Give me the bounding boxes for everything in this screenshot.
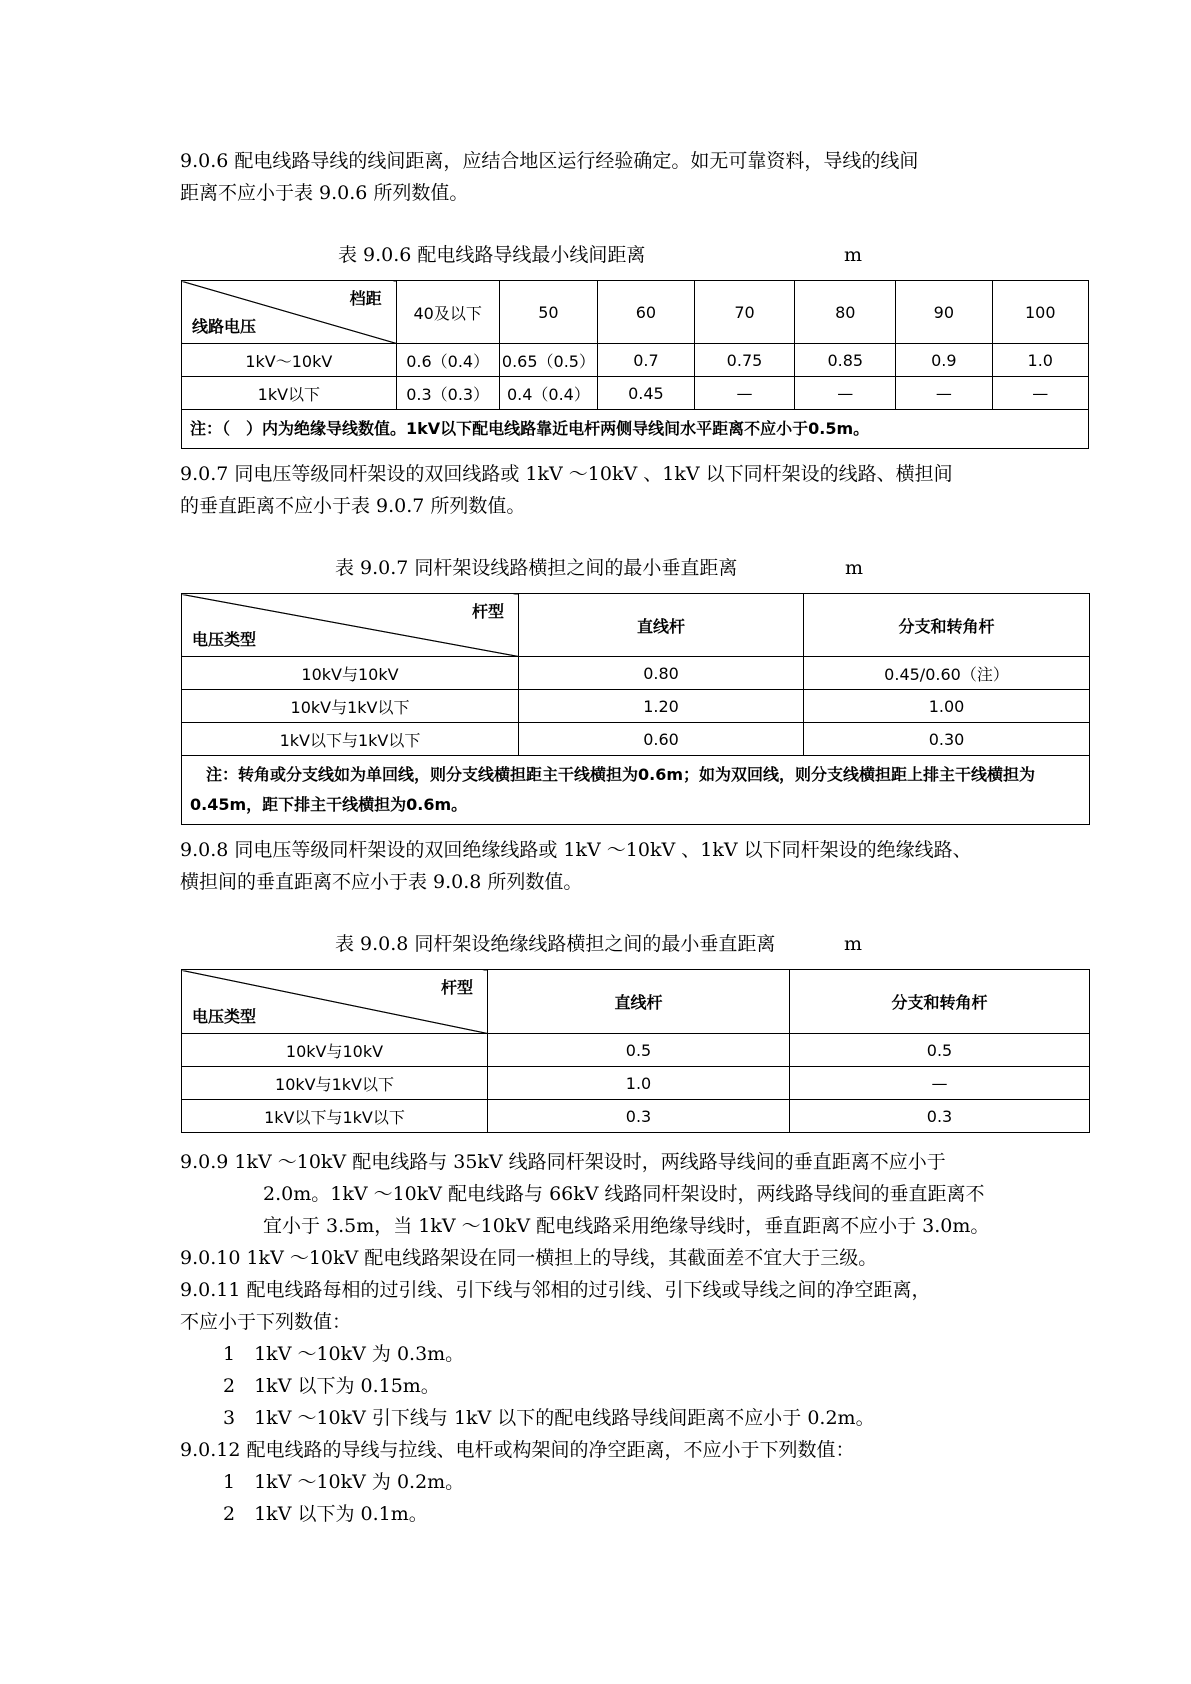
clause-9-0-7-line-2: 的垂直距离不应小于表 9.0.7 所列数值。 — [180, 495, 526, 517]
header-cell: 70 — [694, 281, 795, 344]
header-cell: 直线杆 — [488, 970, 790, 1034]
header-cell: 100 — [992, 281, 1088, 344]
table-row — [182, 1034, 1090, 1067]
table-cell: 0.7 — [598, 344, 694, 377]
table-note-row — [182, 410, 1089, 449]
diagonal-header-cell — [182, 281, 397, 344]
clause-9-0-6-line-1: 9.0.6 配电线路导线的线间距离，应结合地区运行经验确定。如无可靠资料，导线的线间 — [180, 150, 919, 172]
header-cell: 50 — [499, 281, 598, 344]
header-span-label: 档距 — [349, 289, 382, 308]
row-label: 10kV与1kV以下 — [182, 1067, 488, 1100]
table-cell: 0.60 — [519, 723, 804, 756]
table-cell: — — [694, 377, 795, 410]
table-cell: 0.85 — [795, 344, 896, 377]
table-9-0-7-unit: m — [845, 557, 864, 579]
table-header-row — [182, 970, 1090, 1034]
row-label: 1kV～10kV — [182, 344, 397, 377]
table-cell: 0.5 — [488, 1034, 790, 1067]
diagonal-header-cell — [182, 594, 519, 657]
clause-9-0-6-line-2: 距离不应小于表 9.0.6 所列数值。 — [180, 182, 469, 204]
clause-9-0-9-line-3: 宜小于 3.5m，当 1kV ～10kV 配电线路采用绝缘导线时，垂直距离不应小于 3.0m。 — [263, 1215, 990, 1237]
table-9-0-8 — [181, 969, 1090, 1133]
header-cell: 60 — [598, 281, 694, 344]
table-9-0-7 — [181, 593, 1090, 825]
header-cell: 分支和转角杆 — [804, 594, 1090, 657]
clause-9-0-11-line-1: 9.0.11 配电线路每相的过引线、引下线与邻相的过引线、引下线或导线之间的净空距离， — [180, 1279, 931, 1301]
table-cell: 1.0 — [488, 1067, 790, 1100]
table-9-0-6-unit: m — [844, 244, 863, 266]
header-pole-type-label: 杆型 — [440, 978, 473, 997]
header-cell: 分支和转角杆 — [790, 970, 1090, 1034]
table-cell: 0.75 — [694, 344, 795, 377]
clause-9-0-8 — [180, 834, 1080, 898]
table-cell: 1.20 — [519, 690, 804, 723]
list-item: 2 1kV 以下为 0.1m。 — [223, 1503, 428, 1525]
row-label: 1kV以下与1kV以下 — [182, 723, 519, 756]
table-cell: — — [992, 377, 1088, 410]
list-item: 3 1kV ～10kV 引下线与 1kV 以下的配电线路导线间距离不应小于 0.2m。 — [223, 1407, 875, 1429]
clause-9-0-10: 9.0.10 1kV ～10kV 配电线路架设在同一横担上的导线，其截面差不宜大于三级。 — [180, 1247, 878, 1269]
clause-9-0-12: 9.0.12 配电线路的导线与拉线、电杆或构架间的净空距离，不应小于下列数值： — [180, 1439, 855, 1461]
table-cell: 0.3 — [488, 1100, 790, 1133]
table-cell: 0.5 — [790, 1034, 1090, 1067]
row-label: 1kV以下 — [182, 377, 397, 410]
clause-9-0-8-line-1: 9.0.8 同电压等级同杆架设的双回绝缘线路或 1kV ～10kV 、1kV 以下同杆架设的绝缘线路、 — [180, 839, 972, 861]
table-9-0-7-caption: 表 9.0.7 同杆架设线路横担之间的最小垂直距离 — [335, 557, 738, 579]
table-cell: — — [896, 377, 992, 410]
table-9-0-6-caption: 表 9.0.6 配电线路导线最小线间距离 — [338, 244, 646, 266]
table-row — [182, 723, 1090, 756]
row-label: 10kV与10kV — [182, 1034, 488, 1067]
table-cell: 0.6（0.4） — [396, 344, 499, 377]
clause-9-0-7-line-1: 9.0.7 同电压等级同杆架设的双回线路或 1kV ～10kV 、1kV 以下同杆架设的线路、横担间 — [180, 463, 953, 485]
table-row — [182, 1100, 1090, 1133]
table-cell: — — [795, 377, 896, 410]
table-cell: — — [790, 1067, 1090, 1100]
header-voltage-label: 线路电压 — [192, 317, 257, 336]
header-cell: 40及以下 — [396, 281, 499, 344]
table-note: 注：（ ）内为绝缘导线数值。1kV以下配电线路靠近电杆两侧导线间水平距离不应小于0.5m。 — [182, 410, 1089, 449]
table-cell: 0.3（0.3） — [396, 377, 499, 410]
table-cell: 0.45 — [598, 377, 694, 410]
table-row — [182, 657, 1090, 690]
table-9-0-8-caption: 表 9.0.8 同杆架设绝缘线路横担之间的最小垂直距离 — [335, 933, 776, 955]
row-label: 10kV与10kV — [182, 657, 519, 690]
table-header-row — [182, 594, 1090, 657]
list-item: 1 1kV ～10kV 为 0.3m。 — [223, 1343, 465, 1365]
list-item: 2 1kV 以下为 0.15m。 — [223, 1375, 440, 1397]
table-row — [182, 1067, 1090, 1100]
table-9-0-6 — [181, 280, 1089, 449]
list-item: 1 1kV ～10kV 为 0.2m。 — [223, 1471, 465, 1493]
clause-9-0-6 — [180, 145, 1080, 209]
diagonal-header-cell — [182, 970, 488, 1034]
clause-9-0-9-line-2: 2.0m。1kV ～10kV 配电线路与 66kV 线路同杆架设时，两线路导线间的垂直距离不 — [263, 1183, 985, 1205]
clause-9-0-11-line-2: 不应小于下列数值： — [180, 1311, 352, 1333]
row-label: 10kV与1kV以下 — [182, 690, 519, 723]
table-cell: 0.9 — [896, 344, 992, 377]
table-cell: 1.0 — [992, 344, 1088, 377]
header-cell: 90 — [896, 281, 992, 344]
table-row — [182, 344, 1089, 377]
row-label: 1kV以下与1kV以下 — [182, 1100, 488, 1133]
table-cell: 0.30 — [804, 723, 1090, 756]
table-note-row — [182, 756, 1090, 825]
header-voltage-type-label: 电压类型 — [192, 630, 257, 649]
clause-9-0-9-line-1: 9.0.9 1kV ～10kV 配电线路与 35kV 线路同杆架设时，两线路导线间的垂直距离不应小于 — [180, 1151, 946, 1173]
table-9-0-8-unit: m — [844, 933, 863, 955]
header-voltage-type-label: 电压类型 — [192, 1007, 257, 1026]
header-cell: 80 — [795, 281, 896, 344]
clause-9-0-7 — [180, 458, 1080, 522]
table-cell: 0.3 — [790, 1100, 1090, 1133]
table-cell: 0.65（0.5） — [499, 344, 598, 377]
table-row — [182, 690, 1090, 723]
table-note: 注：转角或分支线如为单回线，则分支线横担距主干线横担为0.6m；如为双回线，则分支线横担距上排主干线横担为0.45m，距下排主干线横担为0.6m。 — [182, 756, 1090, 825]
table-header-row — [182, 281, 1089, 344]
table-row — [182, 377, 1089, 410]
table-cell: 0.80 — [519, 657, 804, 690]
table-cell: 0.4（0.4） — [499, 377, 598, 410]
clause-9-0-8-line-2: 横担间的垂直距离不应小于表 9.0.8 所列数值。 — [180, 871, 583, 893]
header-pole-type-label: 杆型 — [471, 602, 504, 621]
header-cell: 直线杆 — [519, 594, 804, 657]
table-cell: 1.00 — [804, 690, 1090, 723]
table-cell: 0.45/0.60（注） — [804, 657, 1090, 690]
